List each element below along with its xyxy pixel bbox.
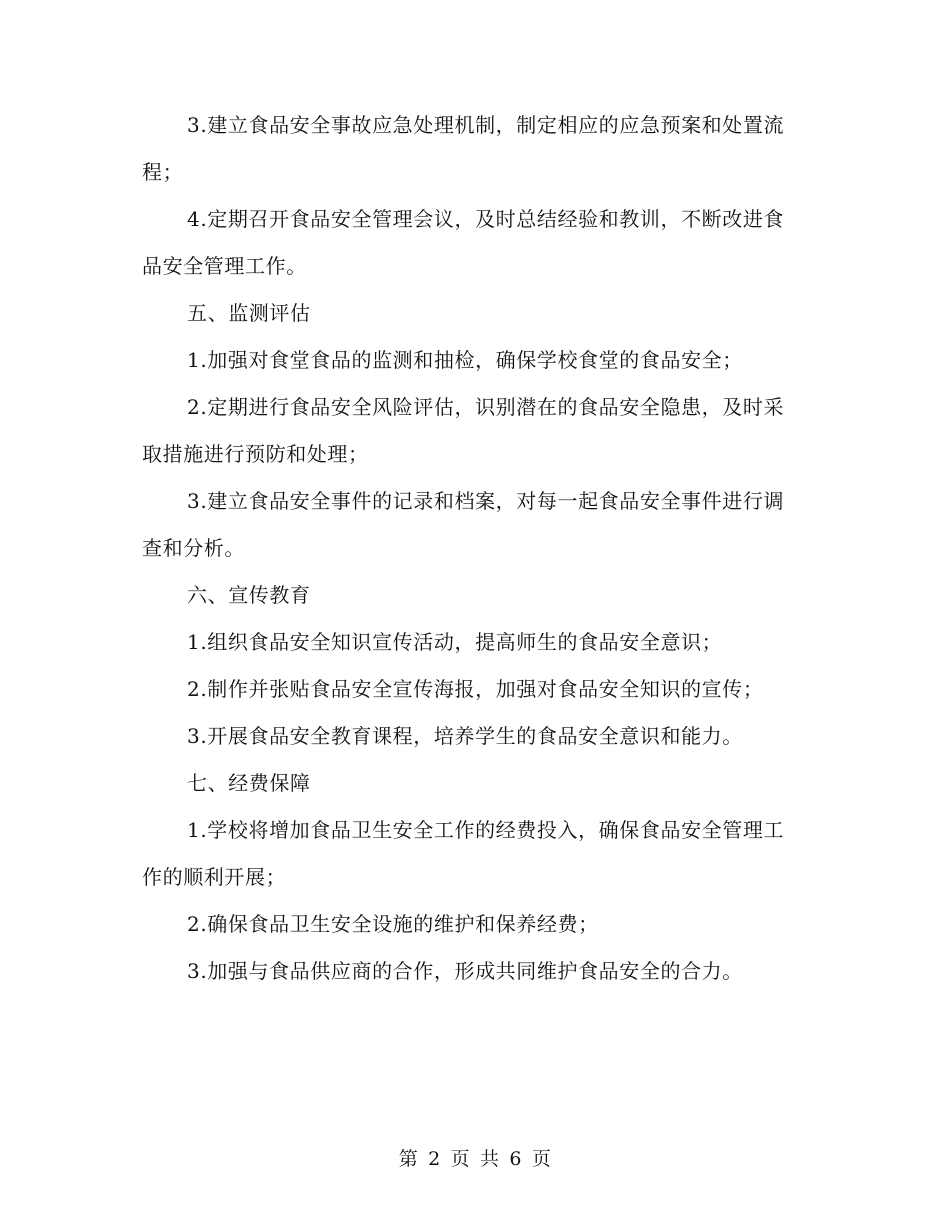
- paragraph-incident-records: 3.建立食品安全事件的记录和档案，对每一起食品安全事件进行调查和分析。: [142, 489, 785, 560]
- paragraph-monitoring-inspection: 1.加强对食堂食品的监测和抽检，确保学校食堂的食品安全；: [187, 348, 743, 372]
- paragraph-supplier-cooperation: 3.加强与食品供应商的合作，形成共同维护食品安全的合力。: [187, 959, 743, 983]
- paragraph-management-meetings: 4.定期召开食品安全管理会议，及时总结经验和教训，不断改进食品安全管理工作。: [142, 207, 785, 278]
- section-heading-monitoring: 五、监测评估: [187, 301, 311, 325]
- footer-label-ye-end: 页: [531, 1148, 552, 1170]
- paragraph-emergency-mechanism: 3.建立食品安全事故应急处理机制，制定相应的应急预案和处置流程；: [142, 113, 785, 184]
- paragraph-courses: 3.开展食品安全教育课程，培养学生的食品安全意识和能力。: [187, 724, 743, 748]
- footer-label-ye: 页: [450, 1148, 470, 1170]
- document-body: [142, 102, 802, 995]
- paragraph-facility-maintenance: 2.确保食品卫生安全设施的维护和保养经费；: [187, 912, 599, 936]
- page-footer: [0, 1144, 950, 1174]
- current-page-number: 2: [428, 1148, 441, 1170]
- footer-label-gong: 共: [480, 1148, 500, 1170]
- footer-label-di: 第: [398, 1148, 419, 1170]
- paragraph-awareness-activities: 1.组织食品安全知识宣传活动，提高师生的食品安全意识；: [187, 630, 723, 654]
- paragraph-posters: 2.制作并张贴食品安全宣传海报，加强对食品安全知识的宣传；: [187, 677, 764, 701]
- paragraph-risk-assessment: 2.定期进行食品安全风险评估，识别潜在的食品安全隐患，及时采取措施进行预防和处理；: [142, 395, 785, 466]
- total-page-count: 6: [509, 1148, 522, 1170]
- section-heading-education: 六、宣传教育: [187, 583, 311, 607]
- paragraph-funding-investment: 1.学校将增加食品卫生安全工作的经费投入，确保食品安全管理工作的顺利开展；: [142, 818, 785, 889]
- section-heading-funding: 七、经费保障: [187, 771, 311, 795]
